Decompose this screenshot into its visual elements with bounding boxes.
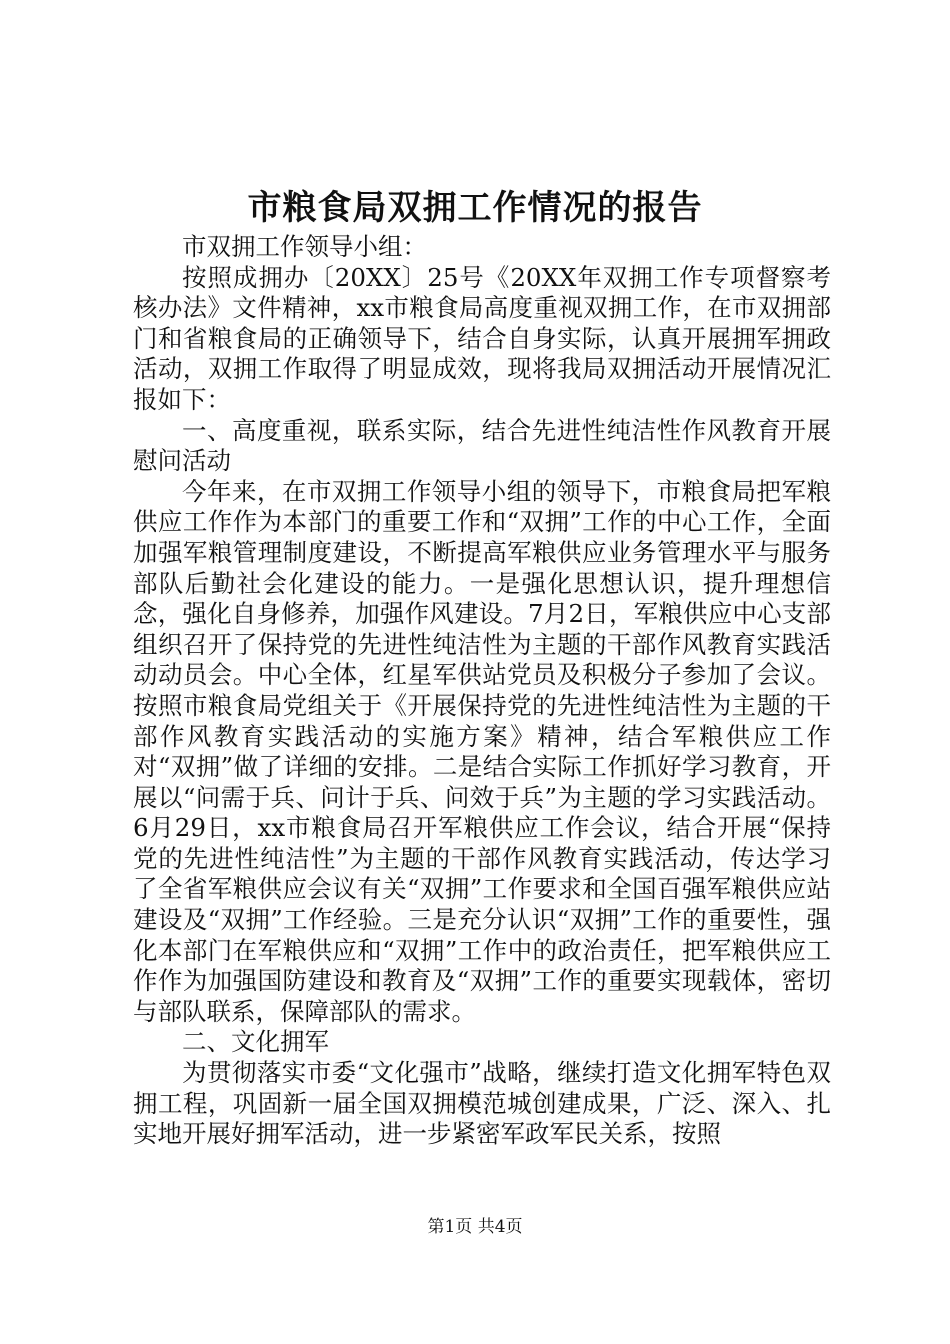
page-footer: 第1页 共4页 <box>427 1217 523 1237</box>
section-2-paragraph: 为贯彻落实市委“文化强市”战略，继续打造文化拥军特色双拥工程，巩固新一届全国双拥模范城创建成果，广泛、深入、扎实地开展好拥军活动，进一步紧密军政军民关系，按照 <box>133 1058 831 1149</box>
salutation: 市双拥工作领导小组： <box>182 232 427 261</box>
document-body <box>133 232 831 1150</box>
section-1-paragraph: 今年来，在市双拥工作领导小组的领导下，市粮食局把军粮供应工作作为本部门的重要工作和“双拥”工作的中心工作，全面加强军粮管理制度建设，不断提高军粮供应业务管理水平与服务部队后勤社会化建设的能力。一是强化思想认识，提升理想信念，强化自身修养，加强作风建设。7月2日，军粮供应中心支部组织召开了保持党的先进性纯洁性为主题的干部作风教育实践活动动员会。中心全体，红星军供站党员及积极分子参加了会议。按照市粮食局党组关于《开展保持党的先进性纯洁性为主题的干部作风教育实践活动的实施方案》精神，结合军粮供应工作对“双拥”做了详细的安排。二是结合实际工作抓好学习教育，开展以“问需于兵、问计于兵、问效于兵”为主题的学习实践活动。6月29日，xx市粮食局召开军粮供应工作会议，结合开展“保持党的先进性纯洁性”为主题的干部作风教育实践活动，传达学习了全省军粮供应会议有关“双拥”工作要求和全国百强军粮供应站建设及“双拥”工作经验。三是充分认识“双拥”工作的重要性，强化本部门在军粮供应和“双拥”工作中的政治责任，把军粮供应工作作为加强国防建设和教育及“双拥”工作的重要实现载体，密切与部队联系，保障部队的需求。 <box>133 476 831 1026</box>
document-title: 市粮食局双拥工作情况的报告 <box>247 188 703 228</box>
section-heading-2: 二、文化拥军 <box>182 1027 329 1057</box>
section-heading-1: 一、高度重视，联系实际，结合先进性纯洁性作风教育开展慰问活动 <box>133 415 831 476</box>
intro-paragraph: 按照成拥办〔20XX〕25号《20XX年双拥工作专项督察考核办法》文件精神，xx市粮食局高度重视双拥工作，在市双拥部门和省粮食局的正确领导下，结合自身实际，认真开展拥军拥政活动，双拥工作取得了明显成效，现将我局双拥活动开展情况汇报如下： <box>133 262 831 414</box>
